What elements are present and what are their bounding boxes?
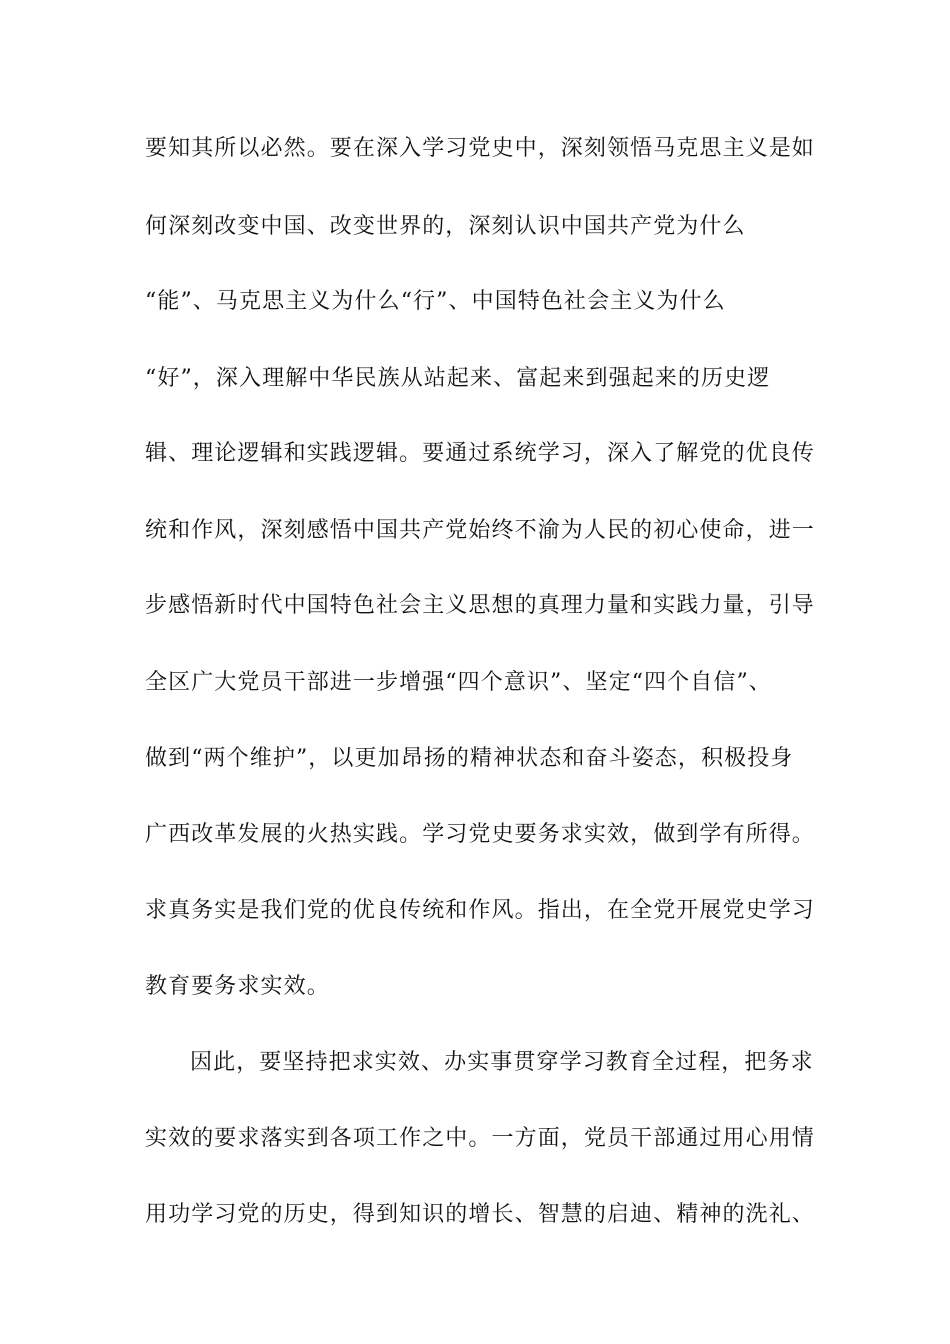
- text-line: 步感悟新时代中国特色社会主义思想的真理力量和实践力量，引导: [145, 593, 815, 618]
- text-line: 辑、理论逻辑和实践逻辑。要通过系统学习，深入了解党的优良传: [145, 441, 815, 466]
- text-line: 求真务实是我们党的优良传统和作风。指出，在全党开展党史学习: [145, 898, 815, 923]
- text-line: 统和作风，深刻感悟中国共产党始终不渝为人民的初心使命，进一: [145, 518, 815, 543]
- text-line: 全区广大党员干部进一步增强“四个意识”、坚定“四个自信”、: [145, 670, 772, 695]
- paragraph-first-line: 因此，要坚持把求实效、办实事贯穿学习教育全过程，把务求: [190, 1050, 814, 1075]
- text-line: 广西改革发展的火热实践。学习党史要务求实效，做到学有所得。: [145, 822, 815, 847]
- text-line: 用功学习党的历史，得到知识的增长、智慧的启迪、精神的洗礼、: [145, 1202, 815, 1227]
- text-line: 何深刻改变中国、改变世界的，深刻认识中国共产党为什么: [145, 214, 746, 239]
- text-line: 要知其所以必然。要在深入学习党史中，深刻领悟马克思主义是如: [145, 136, 815, 161]
- text-line: 做到“两个维护”，以更加昂扬的精神状态和奋斗姿态，积极投身: [145, 746, 794, 771]
- text-line: 实效的要求落实到各项工作之中。一方面，党员干部通过用心用情: [145, 1126, 815, 1151]
- text-line: 教育要务求实效。: [145, 974, 330, 999]
- text-line: “能”、马克思主义为什么“行”、中国特色社会主义为什么: [145, 289, 726, 314]
- text-line: “好”，深入理解中华民族从站起来、富起来到强起来的历史逻: [145, 366, 771, 391]
